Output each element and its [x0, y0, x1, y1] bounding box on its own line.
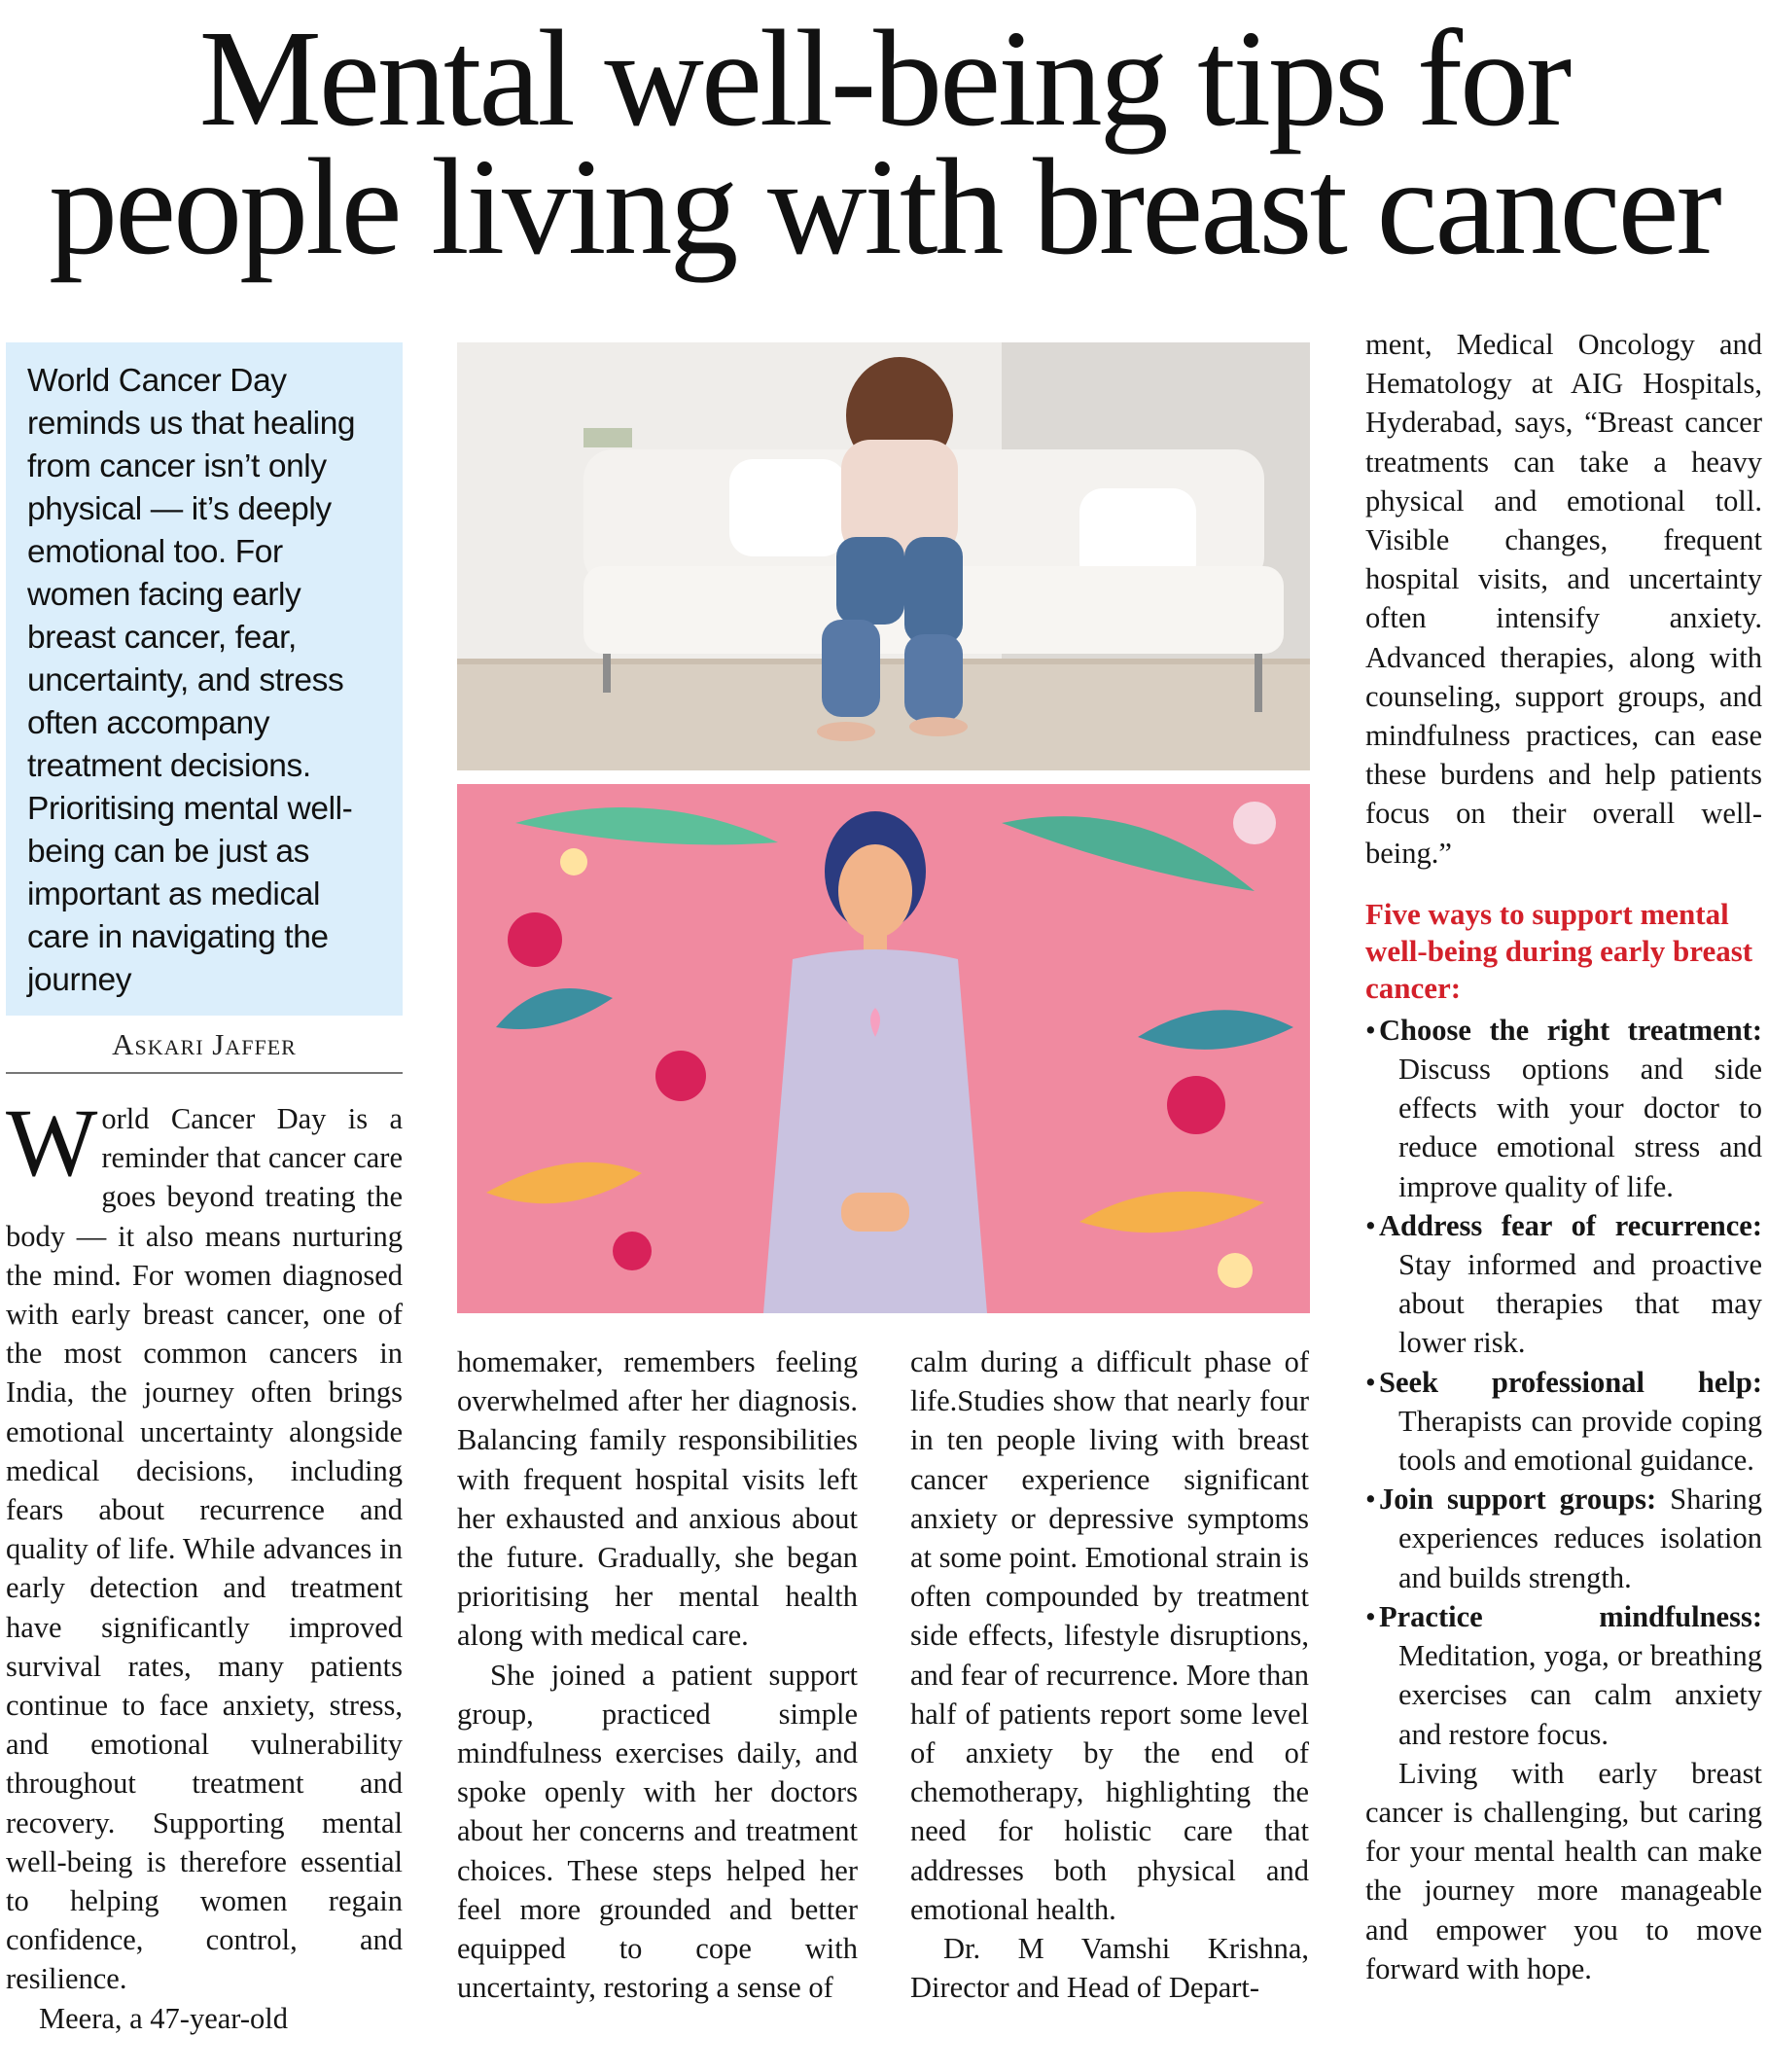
- tip-title: Practice mindfulness:: [1379, 1599, 1762, 1633]
- drop-cap: W: [6, 1089, 98, 1197]
- tips-list: [1365, 1011, 1762, 1754]
- bullet-icon: •: [1365, 1365, 1376, 1399]
- tips-heading: Five ways to support mental well-being during early breast cancer:: [1365, 896, 1753, 1005]
- body-paragraph: calm during a difficult phase of life.Studies show that nearly four in ten people living with breast cancer experience significant anxiety or depressive symptoms at some point. Emotional strain is often compounded by treatment side effects, lifestyle disruptions, and fear of recurrence. More than half of patients report some level of anxiety by the end of chemotherapy, highlighting the need for holistic care that addresses both physical and emotional health.: [910, 1345, 1310, 1926]
- bullet-icon: •: [1365, 1599, 1376, 1633]
- bullet-icon: •: [1365, 1208, 1376, 1242]
- tip-text: Meditation, yoga, or breathing exercises can calm anxiety and restore focus.: [1398, 1639, 1762, 1751]
- body-paragraph: ment, Medical Oncology and Hematology at AIG Hospitals, Hyderabad, says, “Breast cancer treatments can take a heavy physical and emotional toll. Visible changes, frequent hospital visits, and uncertainty often intensify anxiety. Advanced therapies, along with counseling, support groups, and mindfulness practices, can ease these burdens and help patients focus on their overall well-being.”: [1365, 328, 1762, 870]
- tip-text: Discuss options and side effects with your doctor to reduce emotional stress and improve quality of life.: [1398, 1053, 1762, 1203]
- headline-line-2: people living with breast cancer: [49, 129, 1719, 283]
- tip-title: Seek professional help:: [1379, 1365, 1762, 1399]
- body-paragraph: Dr. M Vamshi Krishna, Director and Head of Depart-: [910, 1932, 1309, 2005]
- tip-item: [1365, 1363, 1762, 1481]
- standfirst-box: World Cancer Day reminds us that healing from cancer isn’t only physical — it’s deeply emotional too. For women facing early breast cancer, fear, uncertainty, and stress often accompany treatment decisions. Prioritising mental well-being can be just as important as medical care in navigating the journey: [6, 342, 403, 1016]
- tip-text: Therapists can provide coping tools and emotional guidance.: [1398, 1404, 1762, 1478]
- body-column-2: [457, 1342, 858, 2007]
- body-column-3: [910, 1342, 1309, 2007]
- tip-item: [1365, 1206, 1762, 1363]
- illustration-image: [457, 784, 1310, 1313]
- byline: Askari Jaffer: [112, 1027, 297, 1061]
- body-paragraph: Meera, a 47-year-old: [39, 2001, 288, 2035]
- bullet-icon: •: [1365, 1483, 1376, 1517]
- body-paragraph: homemaker, remembers feeling overwhelmed after her diagnosis. Balancing family responsibilities with frequent hospital visits left her exhausted and anxious about the future. Gradually, she began prioritising her mental health along with medical care.: [457, 1345, 858, 1653]
- body-column-4: [1365, 325, 1762, 1988]
- tip-title: Choose the right treatment:: [1379, 1013, 1762, 1047]
- closing-paragraph: Living with early breast cancer is challenging, but caring for your mental health can make the journey more manageable and empower you to move forward with hope.: [1365, 1756, 1762, 1985]
- tip-title: Join support groups:: [1379, 1483, 1657, 1517]
- body-column-1: [6, 1089, 403, 2038]
- tip-title: Address fear of recurrence:: [1379, 1208, 1762, 1242]
- woman-with-ribbon-illustration: [457, 784, 1310, 1313]
- headline-line-1: Mental well-being tips for: [198, 1, 1570, 155]
- body-paragraph: World Cancer Day is a reminder that cancer care goes beyond treating the body — it also means nurturing the mind. For women diagnosed with early breast cancer, one of the most common cancers in India, the journey often brings emotional uncertainty alongside medical decisions, including fears about recurrence and quality of life. While advances in early detection and treatment have significantly improved survival rates, many patients continue to face anxiety, stress, and emotional vulnerability throughout treatment and recovery. Supporting mental well-being is therefore essential to helping women regain confidence, control, and resilience.: [6, 1089, 403, 1996]
- tip-item: [1365, 1480, 1762, 1597]
- bullet-icon: •: [1365, 1013, 1376, 1047]
- woman-on-sofa-photo: [457, 342, 1310, 770]
- article-headline: [0, 0, 1768, 283]
- tip-item: [1365, 1597, 1762, 1754]
- body-paragraph: She joined a patient support group, practiced simple mindfulness exercises daily, and spoke openly with her doctors about her concerns and treatment choices. These steps helped her feel more grounded and better equipped to cope with uncertainty, restoring a sense of: [457, 1658, 858, 2005]
- tip-text: Sharing experiences reduces isolation and builds strength.: [1398, 1483, 1763, 1594]
- photo-image: [457, 342, 1310, 770]
- tip-text: Stay informed and proactive about therapies that may lower risk.: [1398, 1248, 1762, 1360]
- tip-item: [1365, 1011, 1762, 1206]
- byline-rule: [6, 1072, 403, 1074]
